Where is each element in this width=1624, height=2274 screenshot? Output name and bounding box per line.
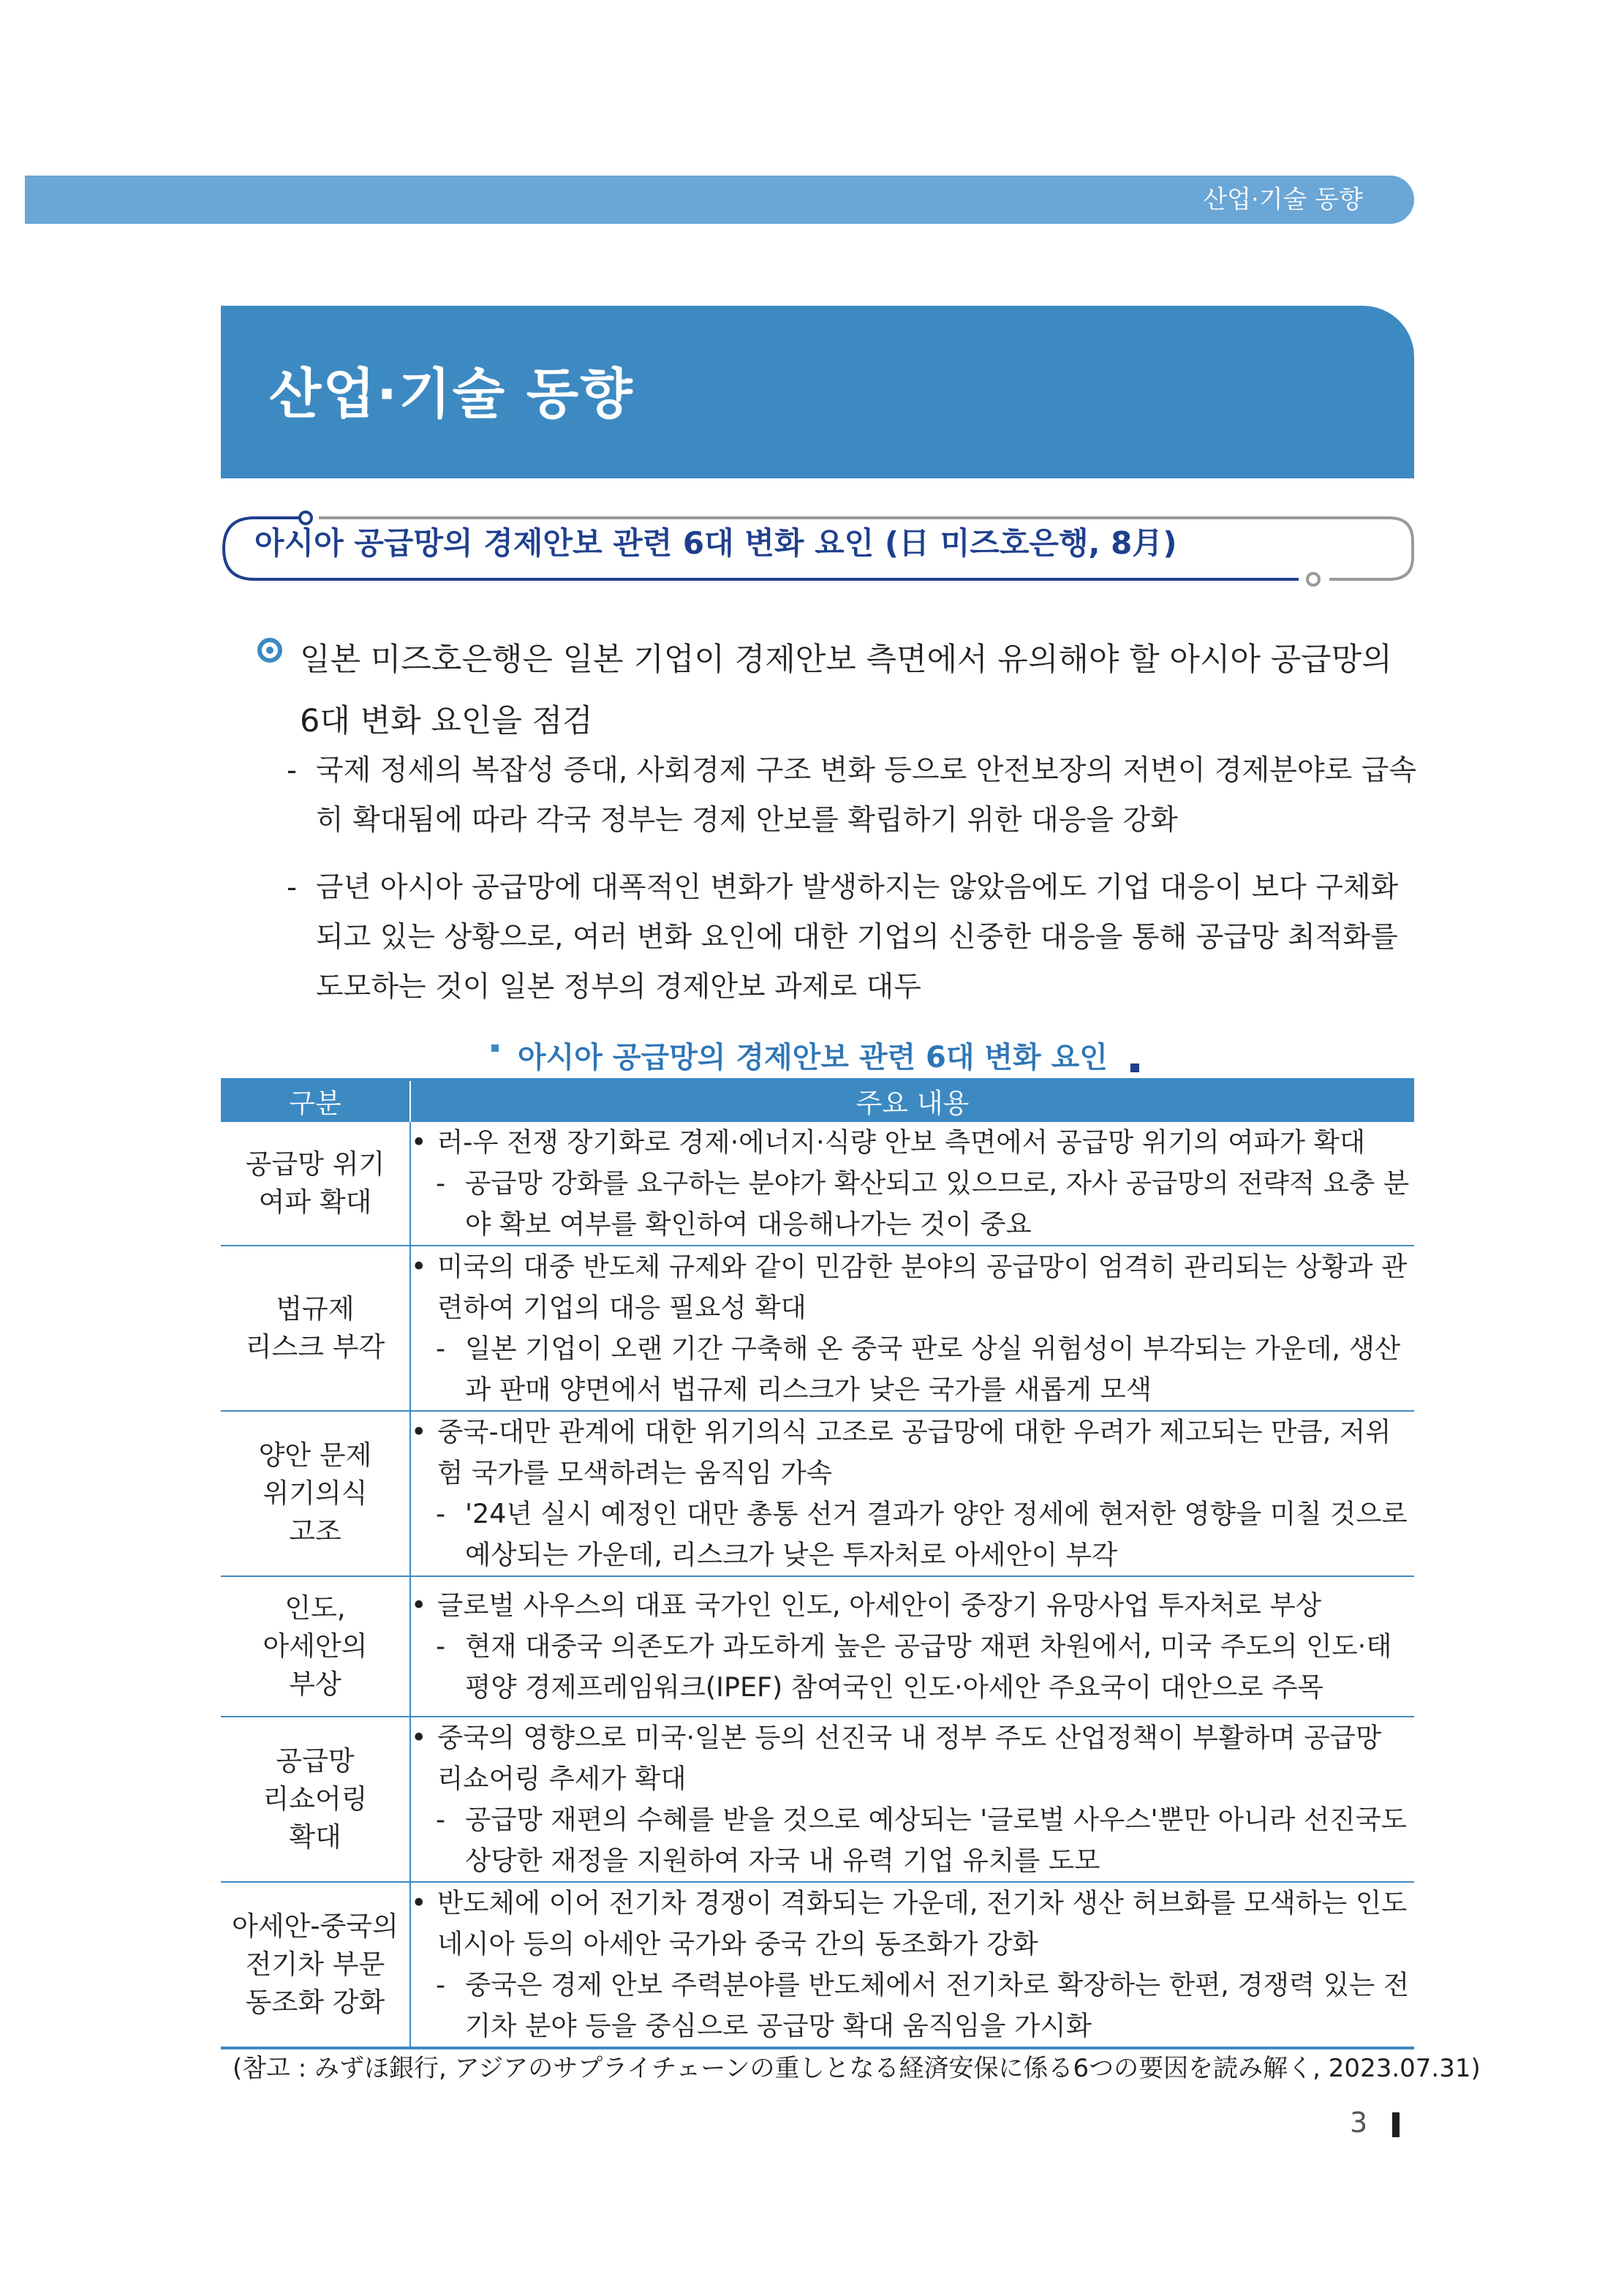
content-bullet	[411, 1883, 1414, 1965]
row-content	[410, 1717, 1414, 1882]
dash-marker: -	[436, 1498, 446, 1529]
sub-point-text: 국제 정세의 복잡성 증대, 사회경제 구조 변화 등으로 안전보장의 저변이 경제분야로 급속히 확대됨에 따라 각국 정부는 경제 안보를 확립하기 위한 대응을 강화	[316, 754, 1417, 837]
header-band-label: 산업·기술 동향	[1203, 185, 1363, 214]
category-line: 동조화 강화	[245, 1987, 385, 2018]
row-content	[410, 1121, 1414, 1246]
content-bullet-text: 글로벌 사우스의 대표 국가인 인도, 아세안이 중장기 유망사업 투자처로 부상	[437, 1589, 1322, 1621]
page-title: 산업·기술 동향	[269, 363, 634, 426]
content-sub-text: 중국은 경제 안보 주력분야를 반도체에서 전기차로 확장하는 한편, 경쟁력 있는 전기차 분야 등을 중심으로 공급망 확대 움직임을 가시화	[465, 1969, 1410, 2041]
content-sub-text: 공급망 강화를 요구하는 분야가 확산되고 있으므로, 자사 공급망의 전략적 요충 분야 확보 여부를 확인하여 대응해나가는 것이 중요	[465, 1167, 1410, 1240]
sub-point	[287, 863, 1420, 1012]
table-row	[221, 1121, 1414, 1246]
content-bullet	[411, 1412, 1414, 1494]
content-bullet	[411, 1122, 1414, 1163]
content-sub	[411, 1965, 1414, 2047]
category-line: 아세안의	[263, 1630, 368, 1662]
category-line: 공급망 위기	[245, 1148, 385, 1180]
bullet-marker: •	[411, 1589, 427, 1621]
dash-marker: -	[287, 871, 298, 904]
table-row	[221, 1246, 1414, 1411]
table-header-row	[221, 1080, 1414, 1121]
category-line: 아세안-중국의	[232, 1910, 399, 1942]
row-category	[221, 1882, 410, 2048]
category-line: 양안 문제	[258, 1439, 372, 1471]
table-row	[221, 1717, 1414, 1882]
title-banner	[221, 306, 1414, 478]
bullet-marker: •	[411, 1722, 427, 1753]
row-category	[221, 1121, 410, 1246]
category-line: 여파 확대	[258, 1186, 372, 1218]
content-sub-text: 현재 대중국 의존도가 과도하게 높은 공급망 재편 차원에서, 미국 주도의 인도·태평양 경제프레임워크(IPEF) 참여국인 인도·아세안 주요국이 대안으로 주목	[465, 1630, 1392, 1703]
row-content	[410, 1576, 1414, 1717]
content-sub-text: '24년 실시 예정인 대만 총통 선거 결과가 양안 정세에 현저한 영향을 미칠 것으로 예상되는 가운데, 리스크가 낮은 투자처로 아세안이 부각	[465, 1498, 1408, 1570]
header-content: 주요 내용	[410, 1080, 1414, 1121]
bullet-marker: •	[411, 1251, 427, 1282]
content-sub	[411, 1328, 1414, 1410]
bullet-circle-icon	[257, 638, 282, 663]
sub-point-text: 금년 아시아 공급망에 대폭적인 변화가 발생하지는 않았음에도 기업 대응이 보다 구체화 되고 있는 상황으로, 여러 변화 요인에 대한 기업의 신중한 대응을 통해 공급망 최적화를 도모하는 것이 일본 정부의 경제안보 과제로 대두	[316, 871, 1399, 1004]
section-heading-frame	[216, 506, 1423, 592]
row-category	[221, 1576, 410, 1717]
dash-marker: -	[436, 1969, 446, 2000]
category-line: 법규제	[276, 1293, 355, 1325]
dash-marker: -	[436, 1804, 446, 1835]
row-category	[221, 1717, 410, 1882]
main-bullet-text: 일본 미즈호은행은 일본 기업이 경제안보 측면에서 유의해야 할 아시아 공급망의 6대 변화 요인을 점검	[300, 641, 1392, 739]
dash-marker: -	[436, 1630, 446, 1662]
bullet-marker: •	[411, 1416, 427, 1447]
sub-point	[287, 746, 1420, 846]
content-bullet	[411, 1717, 1414, 1799]
content-sub	[411, 1494, 1414, 1575]
factors-table	[221, 1078, 1414, 2049]
category-line: 위기의식	[263, 1477, 368, 1509]
category-line: 고조	[289, 1516, 341, 1547]
category-line: 인도,	[284, 1592, 346, 1624]
header-category: 구분	[221, 1080, 410, 1121]
bullet-marker: •	[411, 1887, 427, 1919]
category-line: 확대	[289, 1821, 341, 1853]
bullet-marker: •	[411, 1126, 427, 1158]
category-line: 전기차 부문	[245, 1949, 385, 1980]
row-content	[410, 1882, 1414, 2048]
section-heading: 아시아 공급망의 경제안보 관련 6대 변화 요인 (日 미즈호은행, 8月)	[254, 525, 1177, 561]
header-band	[25, 176, 1414, 224]
dash-marker: -	[436, 1167, 446, 1199]
row-category	[221, 1411, 410, 1576]
category-line: 리스크 부각	[245, 1331, 385, 1363]
content-bullet	[411, 1246, 1414, 1328]
caption-square-icon	[491, 1044, 499, 1052]
content-bullet-text: 중국-대만 관계에 대한 위기의식 고조로 공급망에 대한 우려가 제고되는 만큼, 저위험 국가를 모색하려는 움직임 가속	[437, 1416, 1391, 1488]
content-sub-text: 공급망 재편의 수혜를 받을 것으로 예상되는 '글로벌 사우스'뿐만 아니라 선진국도 상당한 재정을 지원하여 자국 내 유력 기업 유치를 도모	[465, 1804, 1408, 1876]
dash-marker: -	[436, 1333, 446, 1364]
content-sub	[411, 1799, 1414, 1881]
table-row	[221, 1411, 1414, 1576]
dash-marker: -	[287, 754, 298, 787]
row-content	[410, 1246, 1414, 1411]
category-line: 리쇼어링	[263, 1783, 368, 1815]
page-number: 3	[1350, 2107, 1368, 2139]
source-note: (참고 : みずほ銀行, アジアのサプライチェーンの重しとなる経済安保に係る6つの要因を読み解く, 2023.07.31)	[233, 2054, 1481, 2083]
category-line: 부상	[289, 1668, 341, 1700]
table-row	[221, 1576, 1414, 1717]
content-bullet-text: 반도체에 이어 전기차 경쟁이 격화되는 가운데, 전기차 생산 허브화를 모색하는 인도네시아 등의 아세안 국가와 중국 간의 동조화가 강화	[437, 1887, 1408, 1959]
table-caption	[483, 1034, 1141, 1078]
category-line: 공급망	[276, 1745, 355, 1777]
content-bullet-text: 미국의 대중 반도체 규제와 같이 민감한 분야의 공급망이 엄격히 관리되는 상황과 관련하여 기업의 대응 필요성 확대	[437, 1251, 1408, 1323]
page-number-bar	[1392, 2112, 1400, 2137]
content-bullet	[411, 1585, 1414, 1626]
table-row	[221, 1882, 1414, 2048]
content-sub	[411, 1626, 1414, 1708]
row-category	[221, 1246, 410, 1411]
content-bullet-text: 러-우 전쟁 장기화로 경제·에너지·식량 안보 측면에서 공급망 위기의 여파가 확대	[437, 1126, 1366, 1158]
main-bullet	[257, 629, 1420, 752]
table-caption-text: 아시아 공급망의 경제안보 관련 6대 변화 요인	[518, 1041, 1108, 1074]
content-bullet-text: 중국의 영향으로 미국·일본 등의 선진국 내 정부 주도 산업정책이 부활하며 공급망 리쇼어링 추세가 확대	[437, 1722, 1382, 1794]
content-sub-text: 일본 기업이 오랜 기간 구축해 온 중국 판로 상실 위험성이 부각되는 가운데, 생산과 판매 양면에서 법규제 리스크가 낮은 국가를 새롭게 모색	[465, 1333, 1401, 1405]
caption-square-icon	[1130, 1063, 1139, 1072]
row-content	[410, 1411, 1414, 1576]
content-sub	[411, 1163, 1414, 1245]
